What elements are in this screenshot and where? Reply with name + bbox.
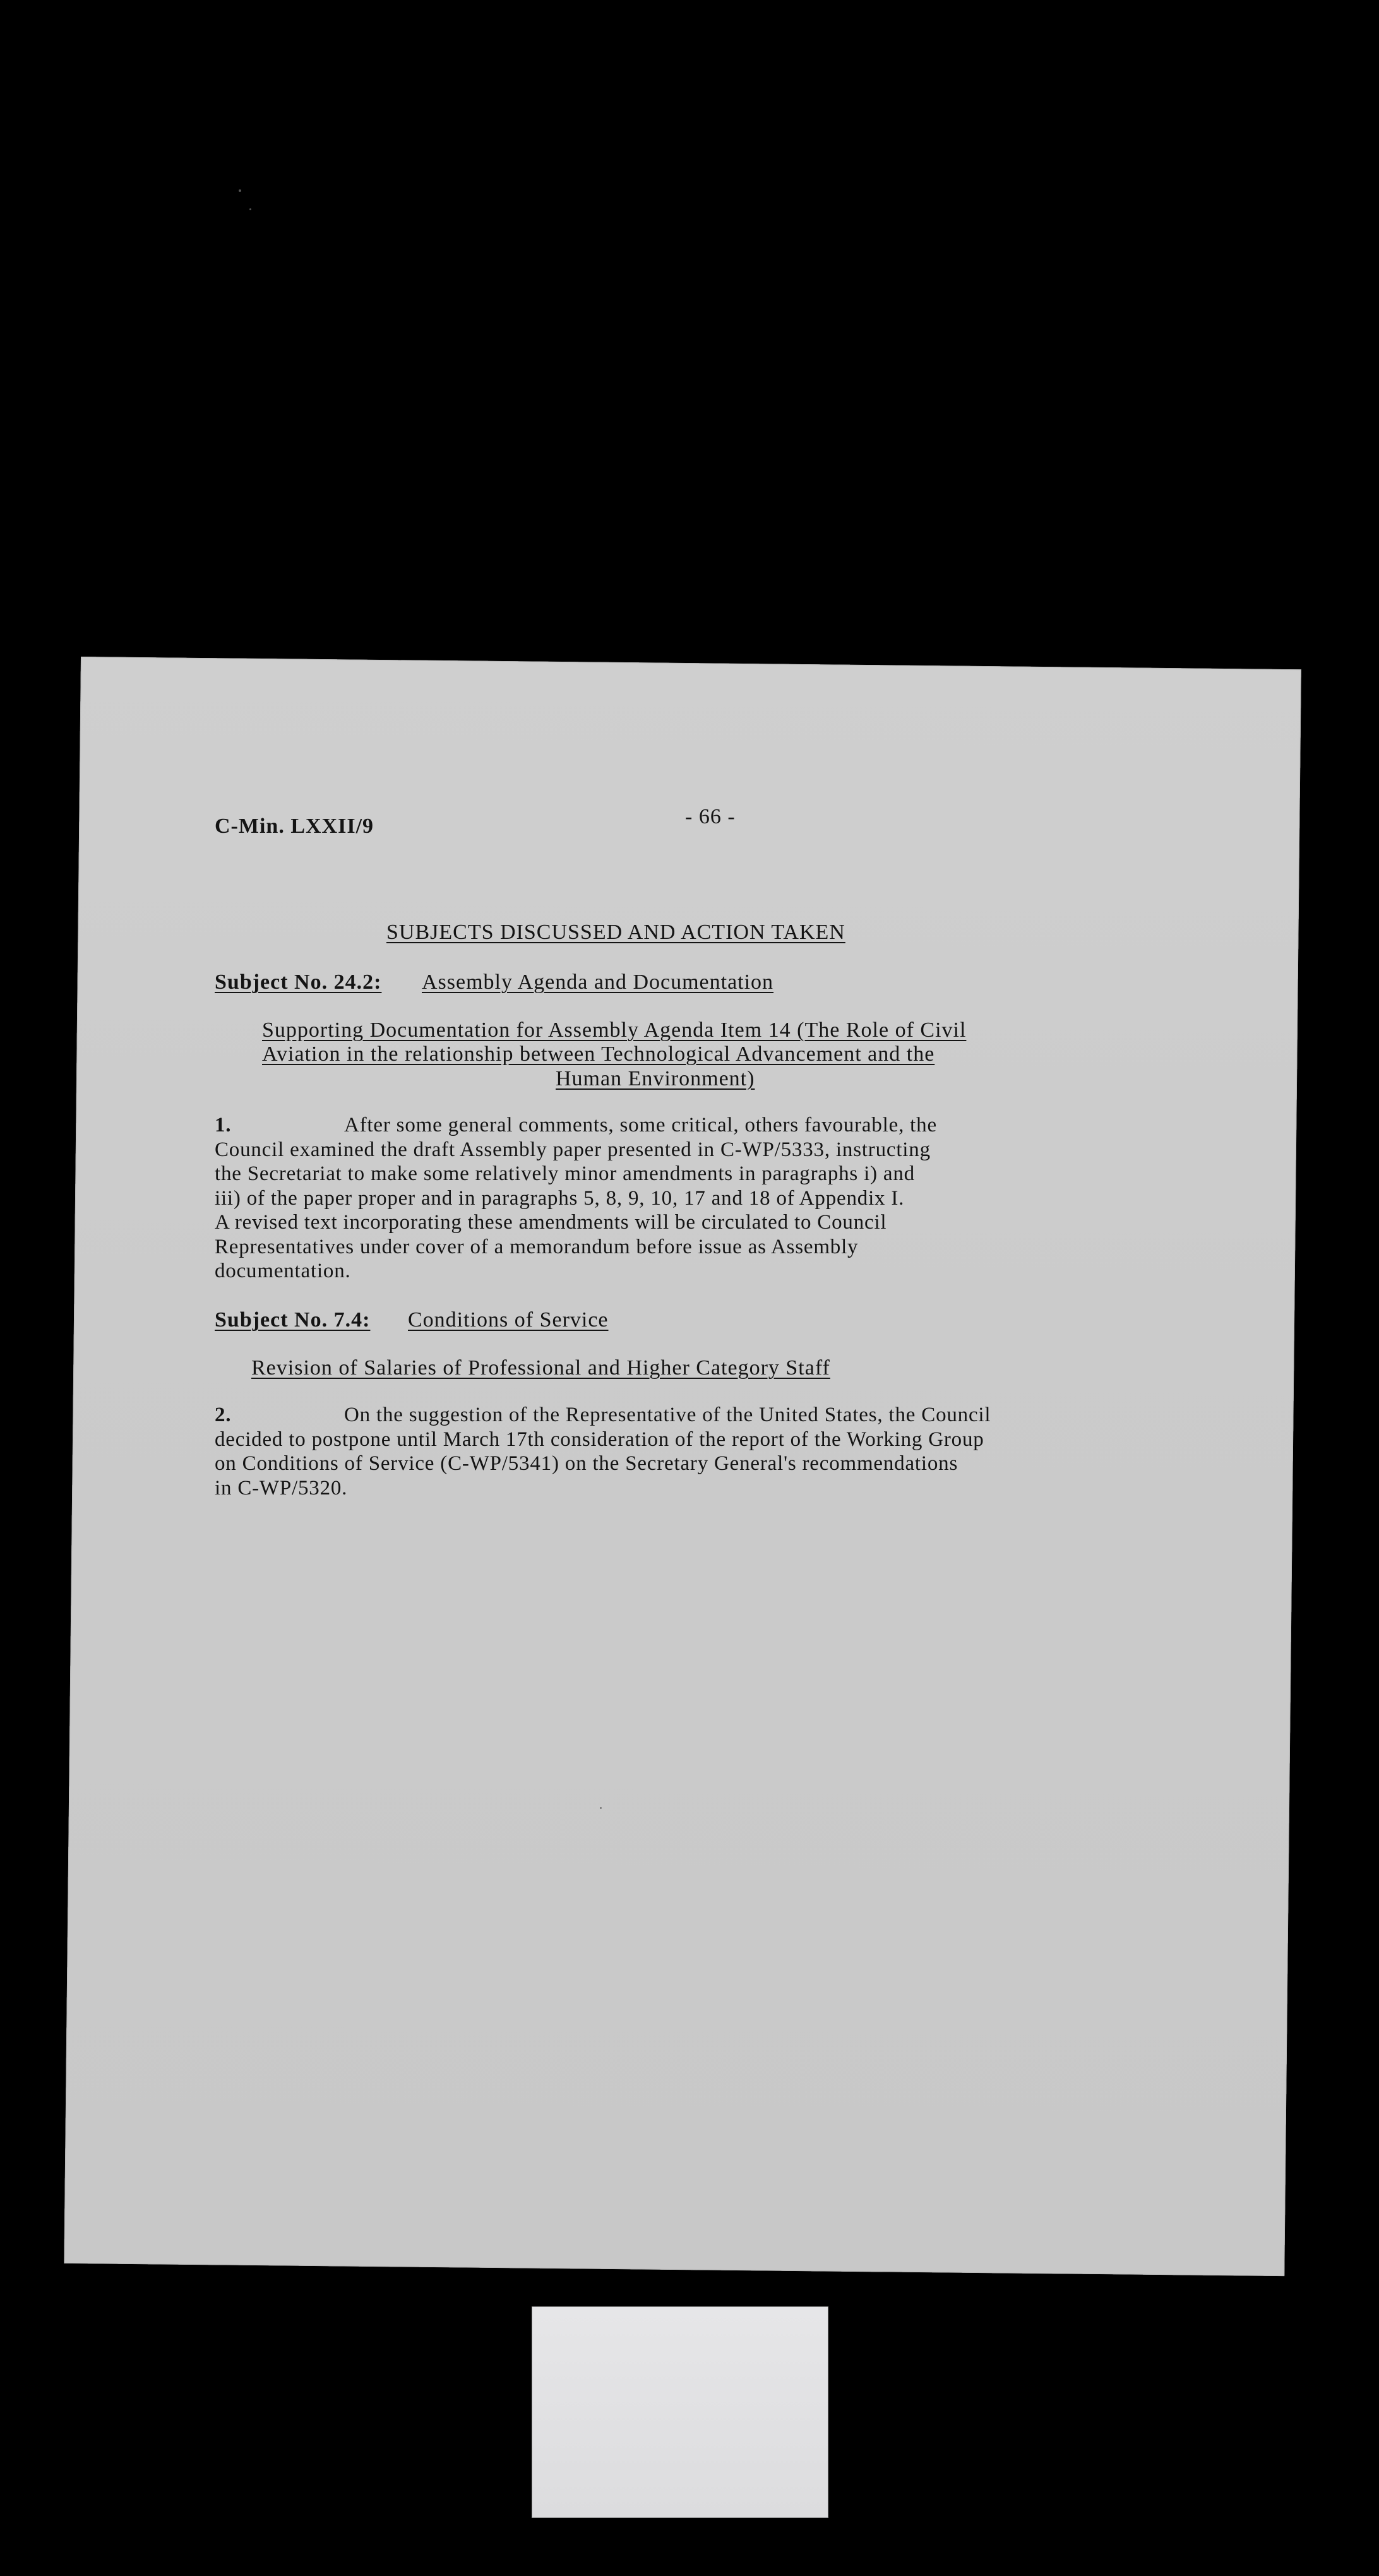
paragraph-line (215, 1113, 937, 1138)
paragraph-line: Representatives under cover of a memorandum before issue as Assembly (215, 1235, 859, 1258)
paragraph-line: A revised text incorporating these amendments will be circulated to Council (215, 1211, 887, 1234)
paragraph-line: in C-WP/5320. (215, 1476, 348, 1500)
paragraph-text: After some general comments, some critical, others favourable, the (344, 1114, 937, 1136)
film-target-card (532, 2306, 828, 2518)
paragraph-1 (215, 1113, 937, 1284)
document-reference: C-Min. LXXII/9 (215, 814, 374, 838)
subject-2-label: Subject No. 7.4: (215, 1308, 371, 1332)
paragraph-line: the Secretariat to make some relatively minor amendments in paragraphs i) and (215, 1162, 915, 1185)
paragraph-2 (215, 1403, 991, 1500)
paragraph-number: 1. (215, 1114, 232, 1136)
paragraph-line: iii) of the paper proper and in paragraphs 5, 8, 9, 10, 17 and 18 of Appendix I. (215, 1186, 905, 1210)
subject-2-title: Conditions of Service (408, 1308, 609, 1332)
paragraph-number: 2. (215, 1404, 232, 1426)
main-heading: SUBJECTS DISCUSSED AND ACTION TAKEN (386, 921, 845, 944)
subject-1-subheading-line: Supporting Documentation for Assembly Agenda Item 14 (The Role of Civil (262, 1018, 967, 1042)
subject-1-label: Subject No. 24.2: (215, 970, 382, 994)
paragraph-line: Council examined the draft Assembly paper presented in C-WP/5333, instructing (215, 1138, 931, 1161)
paragraph-line: on Conditions of Service (C-WP/5341) on the Secretary General's recommendations (215, 1452, 958, 1475)
paragraph-text: On the suggestion of the Representative of the United States, the Council (344, 1404, 991, 1426)
page-number: - 66 - (685, 805, 736, 828)
subject-1-title: Assembly Agenda and Documentation (422, 970, 774, 994)
subject-2-subheading: Revision of Salaries of Professional and Higher Category Staff (251, 1356, 830, 1380)
paragraph-line: documentation. (215, 1260, 351, 1282)
subject-1-subheading-line: Human Environment) (556, 1067, 755, 1090)
subject-1-subheading-line: Aviation in the relationship between Technological Advancement and the (262, 1042, 935, 1066)
paragraph-line (215, 1403, 991, 1428)
page-speck (600, 1807, 602, 1809)
film-speck (239, 189, 241, 192)
paragraph-line: decided to postpone until March 17th consideration of the report of the Working Group (215, 1428, 984, 1451)
film-speck (249, 208, 251, 210)
